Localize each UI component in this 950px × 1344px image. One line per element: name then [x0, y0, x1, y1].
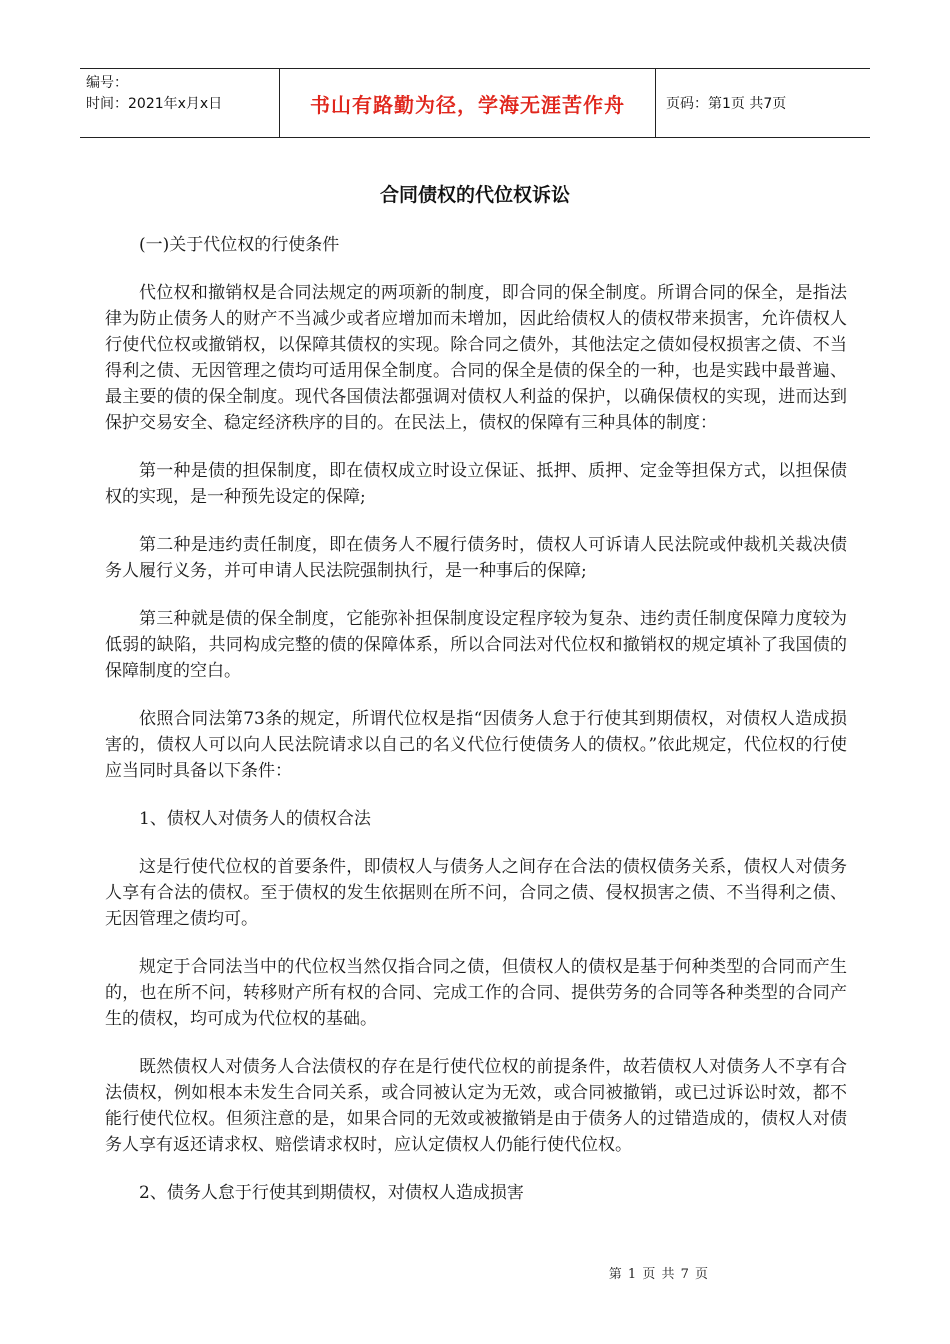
body-paragraph: 第三种就是债的保全制度，它能弥补担保制度设定程序较为复杂、违约责任制度保障力度较为低弱的缺陷，共同构成完整的债的保障体系，所以合同法对代位权和撤销权的规定填补了我国债的保障制度的空白。 [105, 609, 847, 681]
body-paragraph: 规定于合同法当中的代位权当然仅指合同之债，但债权人的债权是基于何种类型的合同而产生的，也在所不问，转移财产所有权的合同、完成工作的合同、提供劳务的合同等各种类型的合同产生的债权，均可成为代位权的基础。 [105, 957, 847, 1029]
body-paragraph: 依照合同法第73条的规定，所谓代位权是指“因债务人怠于行使其到期债权，对债权人造成损害的，债权人可以向人民法院请求以自己的名义代位行使债务人的债权。”依此规定，代位权的行使应当同时具备以下条件： [105, 709, 847, 781]
document-body [105, 232, 847, 1228]
document-date-label: 时间：2021年x月x日 [86, 96, 223, 112]
subsection-heading: 1、债权人对债务人的债权合法 [139, 809, 371, 829]
header-page-number: 页码：第1页 共7页 [666, 96, 787, 112]
body-paragraph: 这是行使代位权的首要条件，即债权人与债务人之间存在合法的债权债务关系，债权人对债务人享有合法的债权。至于债权的发生依据则在所不问，合同之债、侵权损害之债、不当得利之债、无因管理之债均可。 [105, 857, 847, 929]
section-heading: (一)关于代位权的行使条件 [139, 235, 340, 255]
body-paragraph: 第一种是债的担保制度，即在债权成立时设立保证、抵押、质押、定金等担保方式，以担保债权的实现，是一种预先设定的保障; [105, 461, 847, 507]
document-number-label: 编号： [86, 75, 128, 91]
body-paragraph: 第二种是违约责任制度，即在债务人不履行债务时，债权人可诉请人民法院或仲裁机关裁决债务人履行义务，并可申请人民法院强制执行，是一种事后的保障; [105, 535, 847, 581]
document-title: 合同债权的代位权诉讼 [379, 184, 570, 206]
body-paragraph: 代位权和撤销权是合同法规定的两项新的制度，即合同的保全制度。所谓合同的保全，是指法律为防止债务人的财产不当减少或者应增加而未增加，因此给债权人的债权带来损害，允许债权人行使代位权或撤销权，以保障其债权的实现。除合同之债外，其他法定之债如侵权损害之债、不当得利之债、无因管理之债均可适用保全制度。合同的保全是债的保全的一种，也是实践中最普遍、最主要的债的保全制度。现代各国债法都强调对债权人利益的保护，以确保债权的实现，进而达到保护交易安全、稳定经济秩序的目的。在民法上，债权的保障有三种具体的制度： [105, 283, 847, 433]
header-motto: 书山有路勤为径，学海无涯苦作舟 [280, 69, 656, 137]
page-footer: 第 1 页 共 7 页 [608, 1267, 708, 1282]
subsection-heading: 2、债务人怠于行使其到期债权，对债权人造成损害 [139, 1183, 524, 1203]
header-meta-cell [80, 69, 280, 137]
page-header [80, 68, 870, 138]
body-paragraph: 既然债权人对债务人合法债权的存在是行使代位权的前提条件，故若债权人对债务人不享有合法债权，例如根本未发生合同关系，或合同被认定为无效，或合同被撤销，或已过诉讼时效，都不能行使代位权。但须注意的是，如果合同的无效或被撤销是由于债务人的过错造成的，债权人对债务人享有返还请求权、赔偿请求权时，应认定债权人仍能行使代位权。 [105, 1057, 847, 1155]
